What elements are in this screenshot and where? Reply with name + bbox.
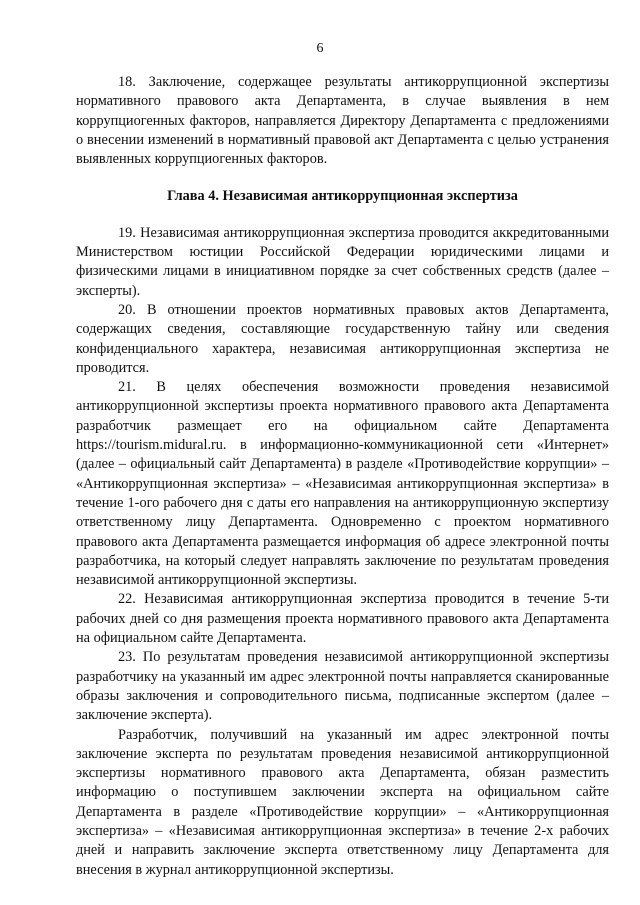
paragraph-21: 21. В целях обеспечения возможности проведения независимой антикоррупционной экспертизы проекта нормативного правового акта Департамента разработчик размещает его на официальном сайте Департамента https://tourism.midural.ru. в информационно-коммуникационной сети «Интернет» (далее – официальный сайт Департамента) в разделе «Противодействие коррупции» – «Антикоррупционная экспертиза» – «Независимая антикоррупционная экспертиза» в течение 1-ого рабочего дня с даты его направления на антикоррупционную экспертизу ответственному лицу Департамента. Одновременно с проектом нормативного правового акта Департамента размещается информация об адресе электронной почты разработчика, на который следует направлять заключение по результатам проведения независимой антикоррупционной экспертизы.: [76, 379, 609, 589]
page-number: 6: [316, 41, 324, 56]
paragraph-22: 22. Независимая антикоррупционная экспертиза проводится в течение 5-ти рабочих дней со дня размещения проекта нормативного правового акта Департамента на официальном сайте Департамента.: [76, 591, 609, 647]
document-body: [76, 73, 609, 880]
paragraph-23-continued: Разработчик, получивший на указанный им адрес электронной почты заключение эксперта по результатам проведения независимой антикоррупционной экспертизы нормативного правового акта Департамента, обязан разместить информацию о поступившем заключении эксперта на официальном сайте Департамента в разделе «Противодействие коррупции» – «Антикоррупционная экспертиза» – «Независимая антикоррупционная экспертиза» в течение 2-х рабочих дней и направить заключение эксперта ответственному лицу Департамента для внесения в журнал антикоррупционной экспертизы.: [76, 726, 609, 878]
paragraph-23: 23. По результатам проведения независимой антикоррупционной экспертизы разработчику на указанный им адрес электронной почты направляется сканированные образы заключения и сопроводительного письма, подписанные экспертом (далее – заключение эксперта).: [76, 649, 609, 724]
paragraph-18: 18. Заключение, содержащее результаты антикоррупционной экспертизы нормативного правового акта Департамента, в случае выявления в нем коррупциогенных факторов, направляется Директору Департамента с предложениями о внесении изменений в нормативный правовой акт Департамента с целью устранения выявленных коррупциогенных факторов.: [76, 74, 609, 168]
paragraph-19: 19. Независимая антикоррупционная экспертиза проводится аккредитованными Министерством юстиции Российской Федерации юридическими лицами и физическими лицами в инициативном порядке за счет собственных средств (далее – эксперты).: [76, 224, 609, 299]
paragraph-20: 20. В отношении проектов нормативных правовых актов Департамента, содержащих сведения, составляющие государственную тайну или сведения конфиденциального характера, независимая антикоррупционная экспертиза не проводится.: [76, 301, 609, 376]
chapter-heading: Глава 4. Независимая антикоррупционная экспертиза: [167, 188, 518, 205]
